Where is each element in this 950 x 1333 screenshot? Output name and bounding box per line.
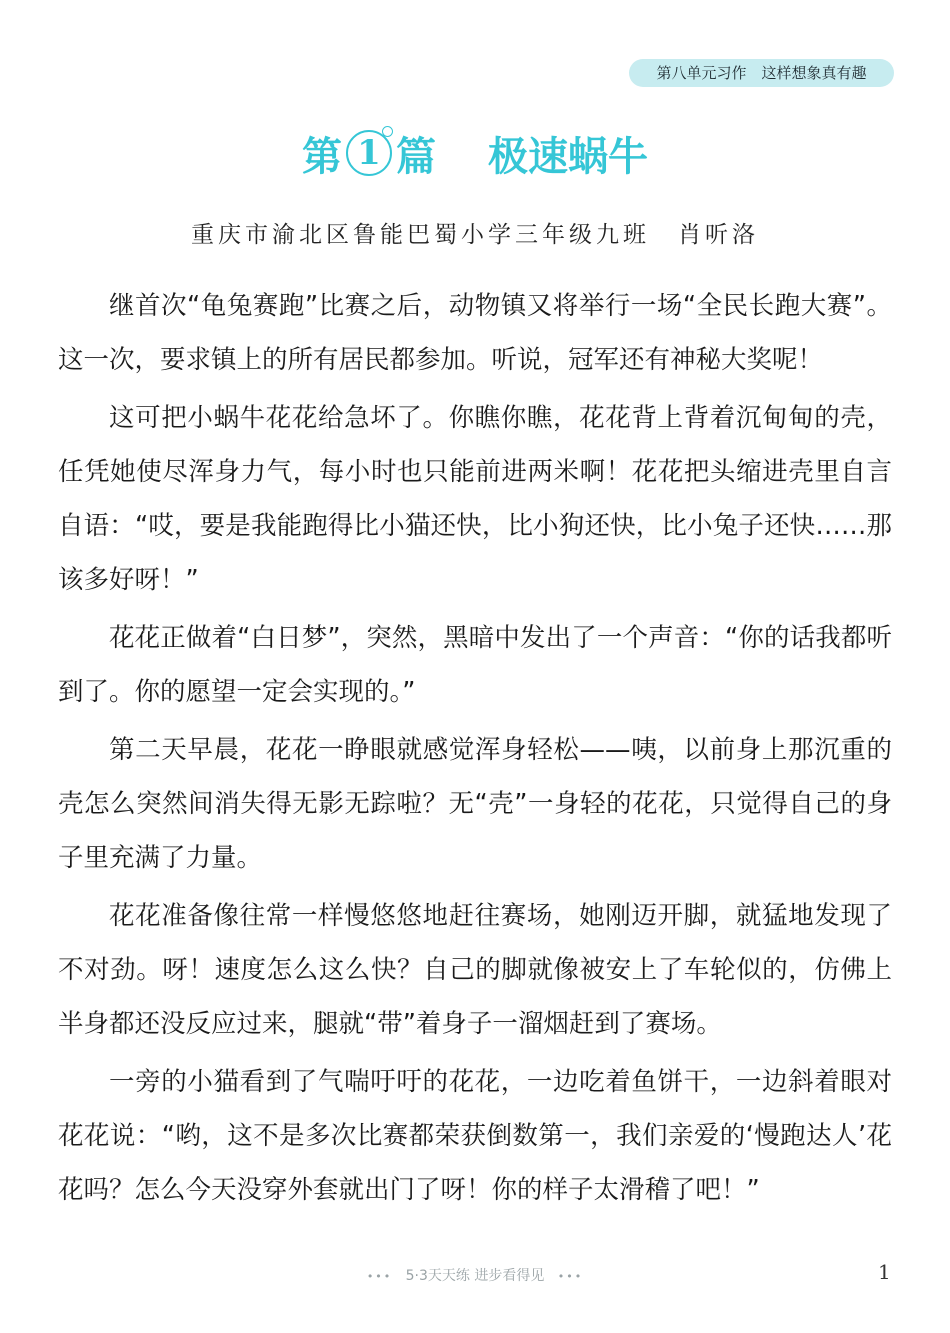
footer-slogan — [0, 1265, 950, 1285]
paragraph: 继首次“龟兔赛跑”比赛之后，动物镇又将举行一场“全民长跑大赛”。这一次，要求镇上的所有居民都参加。听说，冠军还有神秘大奖呢！ — [58, 291, 892, 375]
page-title — [0, 118, 950, 188]
paragraph: 这可把小蜗牛花花给急坏了。你瞧你瞧，花花背上背着沉甸甸的壳，任凭她使尽浑身力气，每小时也只能前进两米啊！花花把头缩进壳里自言自语：“哎，要是我能跑得比小猫还快，比小狗还快，比小兔子还快……那该多好呀！” — [58, 403, 892, 595]
paragraph: 第二天早晨，花花一睁眼就感觉浑身轻松——咦，以前身上那沉重的壳怎么突然间消失得无影无踪啦？无“壳”一身轻的花花，只觉得自己的身子里充满了力量。 — [58, 735, 892, 873]
title-text: 极速蜗牛 — [488, 133, 648, 180]
author-name: 肖听洛 — [678, 222, 759, 248]
paragraph: 花花准备像往常一样慢悠悠地赶往赛场，她刚迈开脚，就猛地发现了不对劲。呀！速度怎么这么快？自己的脚就像被安上了车轮似的，仿佛上半身都还没反应过来，腿就“带”着身子一溜烟赶到了赛场。 — [58, 901, 892, 1039]
author-line — [0, 216, 950, 249]
title-number-badge: 1 — [346, 130, 392, 176]
footer-dots-left: ••• — [366, 1270, 393, 1283]
unit-tag: 第八单元习作 这样想象真有趣 — [629, 59, 894, 87]
page-number: 1 — [878, 1260, 891, 1284]
paragraph: 花花正做着“白日梦”，突然，黑暗中发出了一个声音：“你的话我都听到了。你的愿望一定会实现的。” — [58, 623, 892, 707]
author-school: 重庆市渝北区鲁能巴蜀小学三年级九班 — [191, 222, 650, 248]
title-suffix: 篇 — [396, 133, 436, 180]
essay-body — [58, 279, 892, 1221]
paragraph: 一旁的小猫看到了气喘吁吁的花花，一边吃着鱼饼干，一边斜着眼对花花说：“哟，这不是多次比赛都荣获倒数第一，我们亲爱的‘慢跑达人’花花吗？怎么今天没穿外套就出门了呀！你的样子太滑稽了吧！” — [58, 1067, 892, 1205]
title-prefix: 第 — [302, 133, 342, 180]
footer-slogan-text: 5·3天天练 进步看得见 — [405, 1268, 545, 1284]
footer-dots-right: ••• — [557, 1270, 584, 1283]
